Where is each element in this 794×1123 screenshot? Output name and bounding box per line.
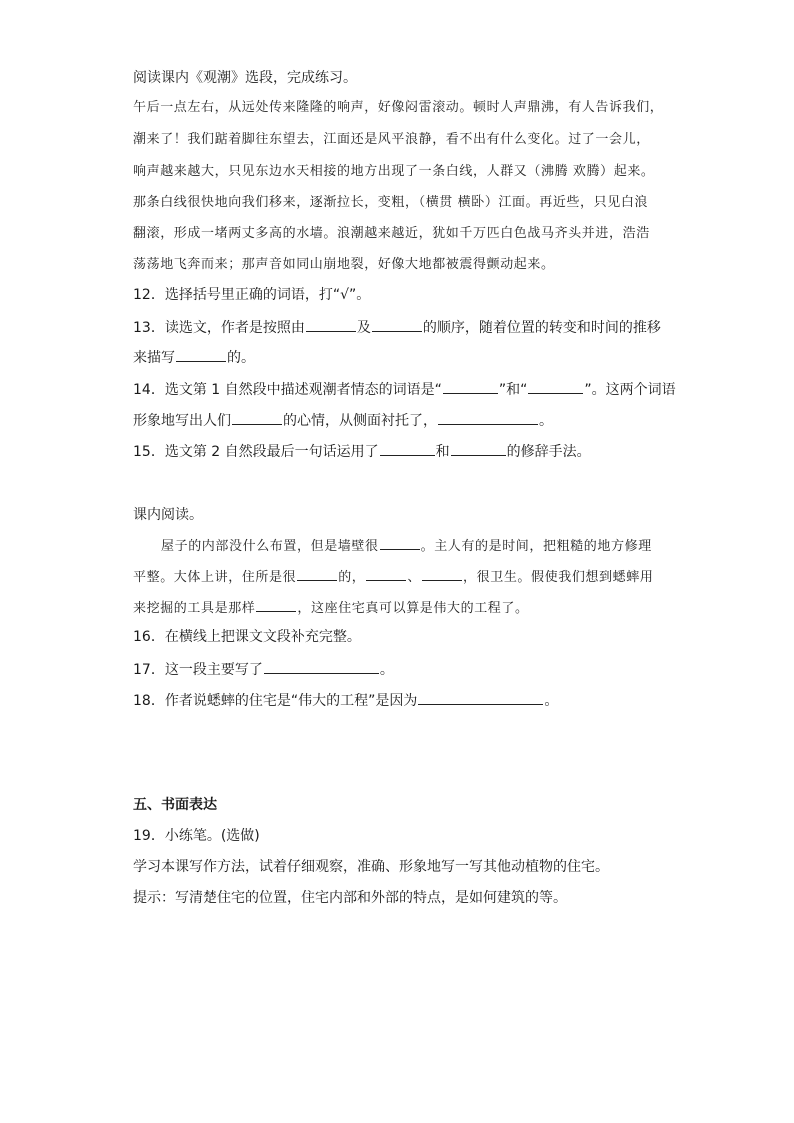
q13-blank-1[interactable] xyxy=(306,317,356,332)
passage-line-4: 那条白线很快地向我们移来，逐渐拉长，变粗，（横贯 横卧）江面。再近些，只见白浪 xyxy=(133,195,649,210)
passage-line-3: 响声越来越大，只见东边水天相接的地方出现了一条白线，人群又（沸腾 欢腾）起来。 xyxy=(133,164,655,179)
p2-blank-2[interactable] xyxy=(297,566,337,581)
question-14-line-2 xyxy=(133,410,553,431)
q15-text-3: 的修辞手法。 xyxy=(506,444,591,460)
passage-line-1: 午后一点左右，从远处传来隆隆的响声，好像闷雷滚动。顿时人声鼎沸，有人告诉我们， xyxy=(133,100,664,115)
q15-text-1: 15．选文第 2 自然段最后一句话运用了 xyxy=(133,444,379,460)
p2-text-3a: 来挖掘的工具是那样 xyxy=(133,601,256,616)
question-18 xyxy=(133,690,558,711)
question-15 xyxy=(133,441,591,462)
q14-text-6: 。 xyxy=(539,413,553,429)
q14-text-1: 14．选文第 1 自然段中描述观潮者情态的词语是“ xyxy=(133,382,442,398)
q13-text-2: 及 xyxy=(356,320,371,336)
passage-line-2: 潮来了！我们踮着脚往东望去，江面还是风平浪静，看不出有什么变化。过了一会儿， xyxy=(133,132,650,147)
p2-blank-4[interactable] xyxy=(422,566,462,581)
q18-text-2: 。 xyxy=(544,693,559,709)
q14-blank-1[interactable] xyxy=(443,379,498,394)
q13-blank-2[interactable] xyxy=(372,317,422,332)
q14-text-2: ”和“ xyxy=(498,382,528,398)
q14-text-5: 的心情，从侧面衬托了， xyxy=(283,413,437,429)
writing-hint: 提示：写清楚住宅的位置，住宅内部和外部的特点，是如何建筑的等。 xyxy=(133,890,567,906)
question-13-line-1 xyxy=(133,317,661,338)
question-12: 12．选择括号里正确的词语，打“√”。 xyxy=(133,287,371,303)
passage-line-6: 荡荡地飞奔而来；那声音如同山崩地裂，好像大地都被震得颤动起来。 xyxy=(133,257,555,272)
q14-blank-2[interactable] xyxy=(528,379,583,394)
question-16: 16．在横线上把课文文段补充完整。 xyxy=(133,629,361,645)
p2-blank-1[interactable] xyxy=(380,535,420,550)
p2-text-3b: ，这座住宅真可以算是伟大的工程了。 xyxy=(297,601,529,616)
q15-text-2: 和 xyxy=(435,444,450,460)
p2-blank-3[interactable] xyxy=(366,566,406,581)
q17-text-2: 。 xyxy=(379,662,394,678)
p2-text-2d: ，很卫生。假使我们想到蟋蟀用 xyxy=(463,570,654,585)
passage2-line-1 xyxy=(161,535,652,557)
q15-blank-1[interactable] xyxy=(380,441,435,456)
p2-text-2a: 平整。大体上讲，住所是很 xyxy=(133,570,297,585)
question-13-line-2 xyxy=(133,347,255,368)
q14-text-3: ”。这两个词语 xyxy=(584,382,676,398)
p2-blank-5[interactable] xyxy=(256,597,296,612)
q14-blank-4[interactable] xyxy=(438,410,538,425)
q17-blank-1[interactable] xyxy=(264,659,379,674)
p2-text-1a: 屋子的内部没什么布置，但是墙壁很 xyxy=(161,539,379,554)
reading1-intro: 阅读课内《观潮》选段，完成练习。 xyxy=(133,70,357,86)
passage-line-5: 翻滚，形成一堵两丈多高的水墙。浪潮越来越近，犹如千万匹白色战马齐头并进，浩浩 xyxy=(133,226,650,241)
q13-text-3: 的顺序，随着位置的转变和时间的推移 xyxy=(422,320,661,336)
p2-text-1b: 。主人有的是时间，把粗糙的地方修理 xyxy=(420,539,652,554)
q13-text-1: 13．读选文，作者是按照由 xyxy=(133,320,305,336)
passage2-line-3 xyxy=(133,597,529,619)
p2-text-2c: 、 xyxy=(407,570,422,585)
writing-task: 学习本课写作方法，试着仔细观察，准确、形象地写一写其他动植物的住宅。 xyxy=(133,859,609,875)
q14-text-4: 形象地写出人们 xyxy=(133,413,231,429)
question-14-line-1 xyxy=(133,379,676,400)
q13-blank-3[interactable] xyxy=(176,347,226,362)
q13-text-5: 的。 xyxy=(227,350,255,366)
p2-text-2b: 的， xyxy=(338,570,366,585)
q17-text-1: 17．这一段主要写了 xyxy=(133,662,263,678)
question-17 xyxy=(133,659,394,680)
question-19: 19．小练笔。(选做) xyxy=(133,828,260,844)
writing-heading: 五、书面表达 xyxy=(133,797,217,813)
q14-blank-3[interactable] xyxy=(232,410,282,425)
q15-blank-2[interactable] xyxy=(451,441,506,456)
q18-blank-1[interactable] xyxy=(418,690,543,705)
passage2-line-2 xyxy=(133,566,653,588)
q18-text-1: 18．作者说蟋蟀的住宅是“伟大的工程”是因为 xyxy=(133,693,418,709)
q13-text-4: 来描写 xyxy=(133,350,175,366)
reading2-intro: 课内阅读。 xyxy=(133,507,203,523)
